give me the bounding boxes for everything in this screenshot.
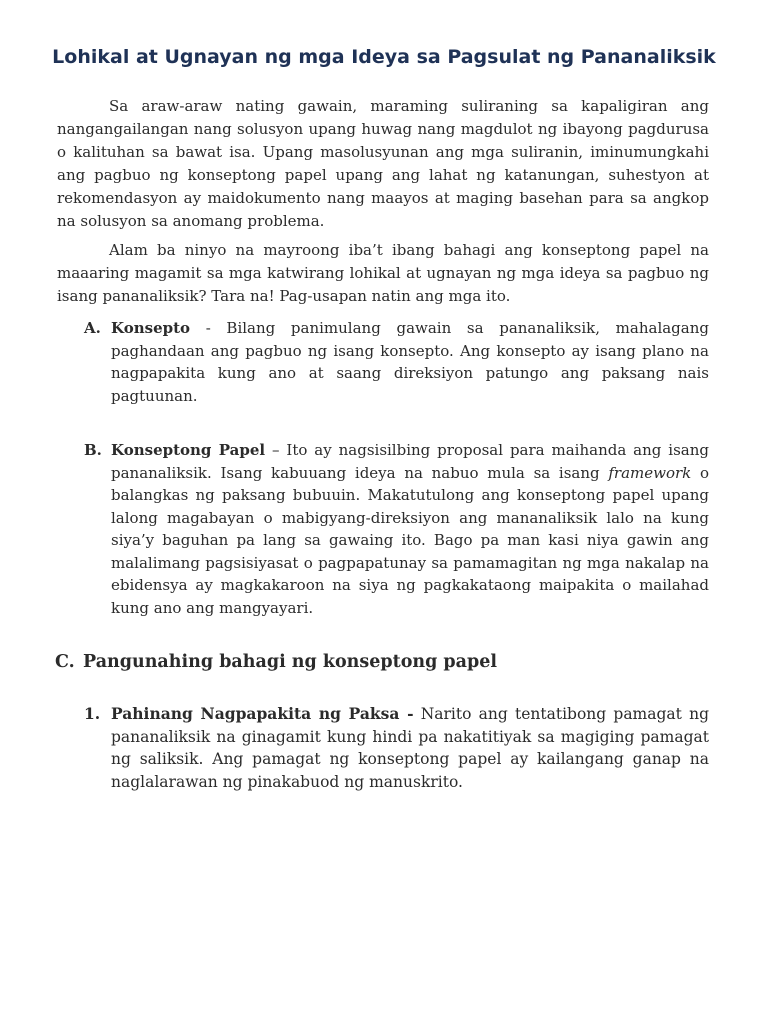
list-item-body [111,317,709,407]
item-b-text-after: o balangkas ng paksang bubuuin. Makatutulong ang konseptong papel upang lalong magabayan o mabigyang-direksiyon ang mananaliksik lalo na kung siya’y baguhan pa lang sa gawaing ito. Bago pa man kasi niya gawin ang malalimang pagsisiyasat o pagpapatunay sa pamamagitan ng mga nakalap na ebidensya ay magkakaroon na siya ng pagkakataong maipakita o mailahad kung ano ang mangyayari. [111,463,709,617]
item-1-text: Narito ang tentatibong pamagat ng pananaliksik na ginagamit kung hindi pa nakatitiyak sa magiging pamagat ng saliksik. Ang pamagat ng konseptong papel ay kailangang ganap na naglalarawan ng pinakabuod ng manuskrito. [111,705,709,791]
item-b-text-before: – Ito ay nagsisilbing proposal para maihanda ang isang pananaliksik. Isang kabuuang ideya na nabuo mula sa isang [111,441,709,482]
italic-framework: framework [608,463,692,482]
term-konseptong-papel: Konseptong Papel [111,441,266,459]
list-item-body [111,703,709,793]
list-marker: B. [84,441,102,459]
list-item-a [84,317,709,407]
section-c-heading [55,652,715,672]
term-pahinang-nagpapakita: Pahinang Nagpapakita ng Paksa - [111,704,414,723]
list-marker: A. [84,319,101,337]
intro-paragraph-1: Sa araw-araw nating gawain, maraming suliraning sa kapaligiran ang nangangailangan nang solusyon upang huwag nang magdulot ng ibayong pagdurusa o kalituhan sa bawat isa. Upang masolusyunan ang mga suliranin, iminumungkahi ang pagbuo ng konseptong papel upang ang lahat ng katanungan, suhestyon at rekomendasyon ay maidokumento nang maayos at maging basehan para sa angkop na solusyon sa anomang problema. [57,97,709,230]
page-title: Lohikal at Ugnayan ng mga Ideya sa Pagsulat ng Pananaliksik [52,46,716,68]
list-item-body [111,439,709,619]
term-konsepto: Konsepto [111,319,191,337]
list-marker: 1. [84,704,101,723]
section-c-title: Pangunahing bahagi ng konseptong papel [83,652,498,672]
item-a-text: - Bilang panimulang gawain sa pananaliksik, mahalagang paghandaan ang pagbuo ng isang konsepto. Ang konsepto ay isang plano na nagpapakita kung ano at saang direksiyon patungo ang paksang nais pagtuunan. [111,319,709,405]
list-item-1 [84,703,709,793]
list-item-b [84,439,709,619]
intro-paragraph-2: Alam ba ninyo na mayroong iba’t ibang bahagi ang konseptong papel na maaaring magamit sa mga katwirang lohikal at ugnayan ng mga ideya sa pagbuo ng isang pananaliksik? Tara na! Pag-usapan natin ang mga ito. [57,241,709,305]
section-marker: C. [55,652,75,672]
